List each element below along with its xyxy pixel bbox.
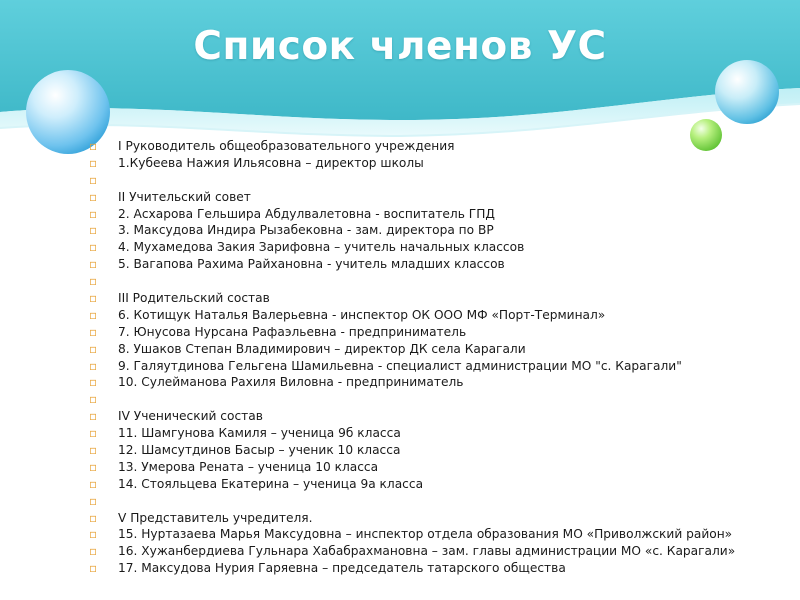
orange-bullet-icon: ▫	[89, 527, 98, 542]
list-item	[89, 526, 789, 543]
orange-bullet-icon: ▫	[89, 358, 98, 373]
list-item	[89, 510, 789, 527]
list-item	[89, 560, 789, 577]
list-item	[89, 256, 789, 273]
list-item-text: 6. Котищук Наталья Валерьевна - инспектор ОК ООО МФ «Порт-Терминал»	[118, 307, 606, 322]
list-item-text: 16. Хужанбердиева Гульнара Хабабрахмановна – зам. главы администрации МО «с. Карагали»	[118, 544, 736, 559]
members-list	[89, 138, 789, 577]
orange-bullet-icon: ▫	[89, 324, 98, 339]
orange-bullet-icon: ▫	[89, 139, 98, 153]
orange-bullet-icon: ▫	[89, 155, 98, 170]
list-item	[89, 155, 789, 172]
orange-bullet-icon: ▫	[89, 459, 98, 474]
list-item-text: I Руководитель общеобразовательного учреждения	[118, 139, 455, 153]
orange-bullet-icon: ▫	[89, 307, 98, 322]
list-item-text: 3. Максудова Индира Рызабековна - зам. директора по ВР	[118, 223, 494, 238]
list-item	[89, 206, 789, 223]
list-item-text: 5. Вагапова Рахима Райхановна - учитель младших классов	[118, 257, 505, 272]
list-item	[89, 239, 789, 256]
orange-bullet-icon: ▫	[89, 274, 98, 289]
orange-bullet-icon: ▫	[89, 561, 98, 576]
list-item	[89, 189, 789, 206]
list-spacer	[89, 172, 789, 189]
orange-bullet-icon: ▫	[89, 291, 98, 306]
list-spacer	[89, 273, 789, 290]
list-spacer	[89, 493, 789, 510]
orange-bullet-icon: ▫	[89, 443, 98, 458]
orange-bullet-icon: ▫	[89, 409, 98, 424]
orange-bullet-icon: ▫	[89, 240, 98, 255]
list-item-text: 1.Кубеева Нажия Ильясовна – директор школы	[118, 155, 424, 170]
list-item-text: 13. Умерова Рената – ученица 10 класса	[118, 459, 379, 474]
orange-bullet-icon: ▫	[89, 189, 98, 204]
header-background	[0, 0, 800, 150]
list-item-text: V Представитель учредителя.	[118, 510, 313, 525]
list-item-text: 15. Нуртазаева Марья Максудовна – инспектор отдела образования МО «Приволжский район»	[118, 527, 733, 542]
list-item	[89, 459, 789, 476]
list-item-text: III Родительский состав	[118, 291, 270, 306]
list-item-text: 7. Юнусова Нурсана Рафаэльевна - предприниматель	[118, 324, 467, 339]
list-item	[89, 425, 789, 442]
list-spacer	[89, 391, 789, 408]
list-item	[89, 341, 789, 358]
list-item	[89, 222, 789, 239]
list-item	[89, 543, 789, 560]
list-item-text: 2. Асхарова Гельшира Абдулвалетовна - воспитатель ГПД	[118, 206, 495, 221]
list-item	[89, 324, 789, 341]
orange-bullet-icon: ▫	[89, 341, 98, 356]
list-item	[89, 476, 789, 493]
list-item	[89, 290, 789, 307]
orange-bullet-icon: ▫	[89, 510, 98, 525]
orange-bullet-icon: ▫	[89, 257, 98, 272]
orange-bullet-icon: ▫	[89, 544, 98, 559]
orange-bullet-icon: ▫	[89, 476, 98, 491]
slide-title: Список членов УС	[193, 24, 607, 69]
list-item	[89, 374, 789, 391]
orange-bullet-icon: ▫	[89, 172, 98, 187]
list-item-text: 9. Галяутдинова Гельгена Шамильевна - специалист администрации МО "с. Карагали"	[118, 358, 682, 373]
list-item-text: IV Ученический состав	[118, 409, 263, 424]
list-item	[89, 358, 789, 375]
list-item	[89, 307, 789, 324]
list-item	[89, 138, 789, 155]
list-item-text: 12. Шамсутдинов Басыр – ученик 10 класса	[118, 443, 401, 458]
list-item-text: II Учительский совет	[118, 189, 251, 204]
list-item-text: 11. Шамгунова Камиля – ученица 9б класса	[118, 426, 401, 441]
list-item-text: 10. Сулейманова Рахиля Виловна - предприниматель	[118, 375, 464, 390]
list-item-text: 14. Стояльцева Екатерина – ученица 9а класса	[118, 476, 424, 491]
orange-bullet-icon: ▫	[89, 375, 98, 390]
list-item-text: 8. Ушаков Степан Владимирович – директор ДК села Карагали	[118, 341, 526, 356]
list-item-text: 4. Мухамедова Закия Зарифовна – учитель начальных классов	[118, 240, 525, 255]
list-item-text: 17. Максудова Нурия Гаряевна – председатель татарского общества	[118, 561, 566, 576]
orange-bullet-icon: ▫	[89, 426, 98, 441]
orange-bullet-icon: ▫	[89, 206, 98, 221]
orange-bullet-icon: ▫	[89, 392, 98, 407]
list-item	[89, 442, 789, 459]
list-item	[89, 408, 789, 425]
orange-bullet-icon: ▫	[89, 223, 98, 238]
orange-bullet-icon: ▫	[89, 493, 98, 508]
